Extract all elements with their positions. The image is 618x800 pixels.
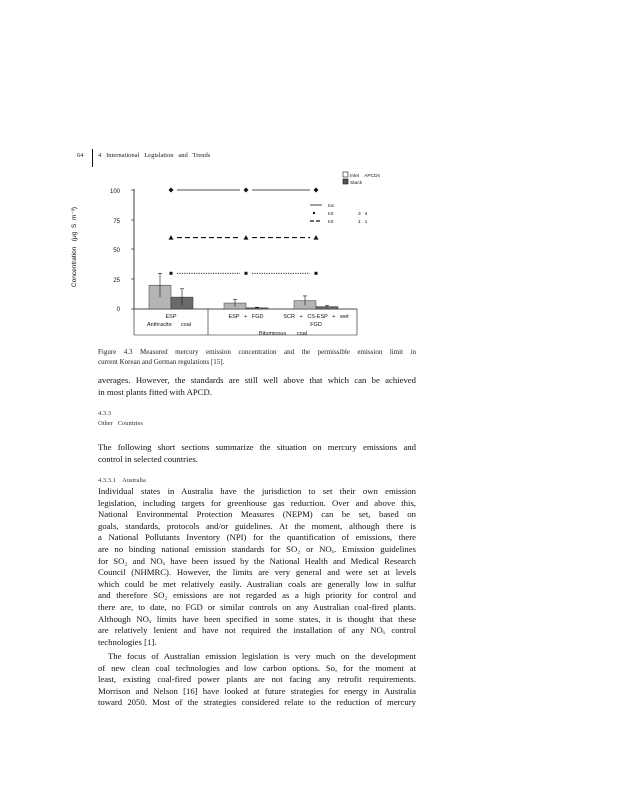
paragraph-summary [98, 442, 416, 465]
caption-line: current Korean and German regulations [15]. [98, 358, 225, 366]
paragraph-line: The following short sections summarize the situation on mercury emissions and [98, 442, 416, 452]
category-label: SCR + CS-ESP + wet [283, 314, 349, 320]
mercury-emission-chart [60, 165, 390, 343]
paragraph-line: are relatively lenient and have not required the installation of any NOₓ control [98, 625, 416, 636]
paragraph-line: Council (NHMRC). However, the limits are very general and were set at levels [98, 567, 416, 578]
limit-marker-square [315, 272, 318, 275]
section-heading [98, 409, 143, 429]
paragraph-line: technologies [1]. [98, 636, 157, 647]
running-title: 4 International Legislation and Trends [98, 152, 211, 159]
limit-marker-triangle [314, 235, 319, 240]
group-label-bituminous: Bituminous coal [259, 331, 307, 337]
y-tick-label: 50 [113, 248, 120, 254]
paragraph-line: which could be met relatively easily. Australian coals are generally low in sulfur [98, 578, 416, 589]
section-title: Other Countries [98, 420, 143, 427]
subsection-heading: 4.3.3.1 Australia [98, 477, 146, 484]
paragraph-line: Morrison and Nelson [16] have looked at future strategies for energy in Australia [98, 685, 416, 696]
y-axis-label: Concentration (μg S m⁻³) [71, 206, 78, 288]
paragraph-focus [98, 651, 416, 709]
figure-caption [98, 347, 416, 367]
page-number: 64 [77, 152, 84, 159]
y-ticks [110, 189, 121, 313]
y-tick-label: 75 [113, 219, 120, 225]
category-label: ESP [165, 314, 177, 320]
group-label-anthracite: Anthracite coal [146, 322, 192, 328]
legend-label: Inlet APCDs [350, 174, 380, 179]
paragraph-line: there are, to date, no FGD or similar controls on any Australian coal-fired plants. [98, 601, 416, 612]
limit-marker-diamond [244, 188, 249, 193]
legend-label: Stack [350, 181, 362, 186]
category-label: ESP + FGD [228, 314, 264, 320]
paragraph-line: control in selected countries. [98, 453, 198, 464]
paragraph-line: for SO₂ and NOₓ have been issued by the National Health and Medical Research [98, 555, 416, 566]
legend-label: Int [328, 212, 334, 217]
paragraph-line: goals, standards, protocols and/or guidelines. At the moment, although there is [98, 520, 416, 531]
legend [310, 172, 380, 225]
paragraph-line: a National Pollutants Inventory (NPI) for the quantification of emissions, there [98, 532, 416, 543]
paragraph-line: in most plants fitted with APCD. [98, 386, 212, 397]
bar-group [149, 273, 338, 309]
legend-label: Inc [328, 204, 335, 209]
paragraph-line: National Environmental Protection Measures (NEPM) can be set, based on [98, 509, 416, 520]
y-tick-label: 0 [116, 307, 120, 313]
y-tick-label: 100 [109, 189, 120, 195]
legend-swatch-inlet [343, 172, 348, 177]
limit-marker-diamond [314, 188, 319, 193]
limit-marker-square [245, 272, 248, 275]
limit-marker-square [170, 272, 173, 275]
caption-line: Figure 4.3 Measured mercury emission concentration and the permissible emission limit in [98, 348, 416, 356]
legend-label: Int [328, 220, 334, 225]
paragraph-line: legislation, including targets for greenhouse gas reduction. Over and above this, [98, 497, 416, 508]
y-tick-label: 25 [113, 278, 120, 284]
legend-label: 1 1 [358, 220, 368, 225]
limit-marker-triangle [169, 235, 174, 240]
legend-marker-square [313, 212, 315, 214]
paragraph-line: averages. However, the standards are still well above that which can be achieved [98, 375, 416, 385]
legend-swatch-stack [343, 179, 348, 184]
paragraph-line: Individual states in Australia have the jurisdiction to set their own emission [98, 486, 416, 496]
paragraph-line: The focus of Australian emission legislation is very much on the development [108, 651, 416, 661]
limit-lines [169, 188, 319, 275]
paragraph-intro [98, 375, 416, 398]
limit-marker-diamond [169, 188, 174, 193]
paragraph-line: and therefore SO₂ emissions are not regarded as a high priority for control and [98, 590, 416, 601]
paragraph-line: of new clean coal technologies and low carbon options. So, for the moment at [98, 662, 416, 673]
section-number: 4.3.3 [98, 410, 111, 417]
paragraph-australia [98, 486, 416, 648]
paragraph-line: Although NOₓ limits have been specified in some states, it is thought that these [98, 613, 416, 624]
y-tick-marks [131, 190, 134, 309]
category-sublabel: FGD [310, 322, 322, 328]
paragraph-line: toward 2050. Most of the strategies considered relate to the reduction of mercury [98, 697, 416, 708]
paragraph-line: are no binding national emission standards for SO₂ or NOₓ. Emission guidelines [98, 543, 416, 554]
paragraph-line: least, existing coal-fired power plants are not facing any retrofit requirements. [98, 674, 416, 685]
limit-marker-triangle [244, 235, 249, 240]
legend-label: 3 4 [358, 212, 368, 217]
